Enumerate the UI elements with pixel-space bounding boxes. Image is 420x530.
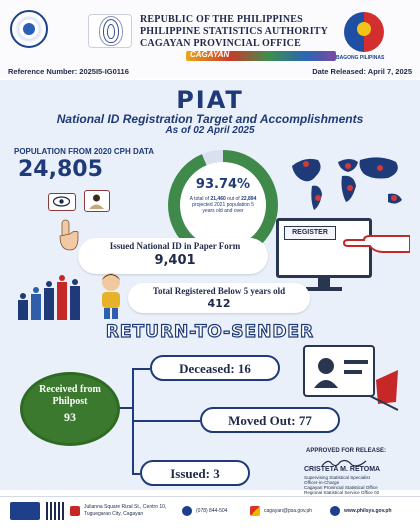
page-title: PIAT [176, 86, 244, 114]
child-icon [94, 270, 128, 320]
connector-deceased [132, 368, 150, 370]
footer-website[interactable]: www.philsys.gov.ph [344, 508, 392, 514]
people-bar-chart-icon [14, 270, 84, 320]
deceased-label: Deceased: [179, 361, 235, 376]
signer-role-4: Regional Statistical Service Office 02 [304, 490, 380, 495]
issued-row [142, 466, 248, 482]
globe-icon [330, 506, 340, 516]
header-line-1: REPUBLIC OF THE PHILIPPINES [140, 14, 303, 25]
date-released: Date Released: April 7, 2025 [312, 67, 412, 76]
phone-icon [182, 506, 192, 516]
connector-main [118, 407, 132, 409]
email-icon [250, 506, 260, 516]
population-value: 24,805 [18, 157, 103, 182]
desc-suffix: projected 2021 population 5 years old and over [192, 202, 254, 214]
issued-paper-value: 9,401 [154, 253, 196, 268]
mail-id-illustration [298, 340, 404, 416]
issued-label: Issued: [170, 466, 210, 481]
reference-number: Reference Number: 2025I5-IG0116 [8, 67, 129, 76]
issued-pill [140, 460, 250, 486]
desc-prefix: A total of [189, 196, 211, 202]
received-value: 93 [64, 410, 76, 424]
psa-footer-logo [10, 502, 40, 520]
approved-label: APPROVED FOR RELEASE: [306, 448, 387, 454]
cagayan-banner-text: CAGAYAN [190, 50, 230, 59]
below-five-label: Total Registered Below 5 years old [152, 286, 286, 296]
page-subtitle: National ID Registration Target and Accomplishments [56, 112, 364, 126]
deceased-value: 16 [237, 361, 251, 376]
eye-scan-card-icon [48, 193, 76, 211]
world-map-icon [284, 148, 412, 220]
signer-role-3: Cagayan Provincial Statistical Office [304, 485, 378, 490]
bagong-pilipinas-logo [344, 12, 384, 52]
signer-role-2: Officer-in-Charge [304, 480, 340, 485]
desc-mid: out of [225, 196, 242, 202]
footer-address-2: Tuguegarao City, Cagayan [84, 511, 144, 517]
signer-name: CRISTETA M. RETOMA [304, 466, 381, 473]
footer-address-1: Julianna Square Rizal St., Centro 10, [84, 504, 167, 510]
moved-value: 77 [298, 413, 312, 428]
pointing-hand-icon [340, 226, 410, 256]
id-photo-card-icon [84, 190, 110, 212]
moved-label: Moved Out: [228, 413, 296, 428]
fingerprint-hand-icon [58, 218, 80, 252]
header-line-2: PHILIPPINE STATISTICS AUTHORITY [140, 26, 329, 37]
below-five-value: 412 [207, 297, 231, 310]
as-of-date: As of 02 April 2025 [165, 125, 255, 136]
register-button-graphic: REGISTER [284, 226, 336, 240]
deceased-row [152, 361, 278, 377]
footer-phone: (078) 844-504 [196, 508, 228, 514]
header-title-block [140, 14, 330, 50]
connector-issued [132, 473, 140, 475]
desc-registered: 21,460 [210, 196, 226, 202]
qr-code-icon [46, 502, 64, 520]
issued-value: 3 [213, 466, 220, 481]
accomplishment-description [188, 196, 258, 214]
fingerprint-logo [88, 14, 132, 48]
psa-seal-logo [10, 10, 48, 48]
return-to-sender-title: RETURN-TO-SENDER [105, 322, 315, 342]
signer-role-1: Supervising Statistical Specialist [304, 475, 370, 480]
footer-email[interactable]: cagayan@psa.gov.ph [264, 508, 313, 514]
location-icon [70, 506, 80, 516]
accomplishment-percent: 93.74% [195, 177, 251, 192]
population-label: POPULATION FROM 2020 CPH DATA [14, 147, 155, 156]
issued-paper-label: Issued National ID in Paper Form [109, 241, 241, 251]
monitor-base [306, 287, 342, 291]
bagong-pilipinas-text: BAGONG PILIPINAS [336, 55, 385, 61]
desc-projected: 22,894 [241, 196, 257, 202]
connector-moved [132, 420, 200, 422]
deceased-pill [150, 355, 280, 381]
header-line-3: CAGAYAN PROVINCIAL OFFICE [140, 38, 301, 49]
received-label: Received from Philpost [39, 384, 101, 407]
